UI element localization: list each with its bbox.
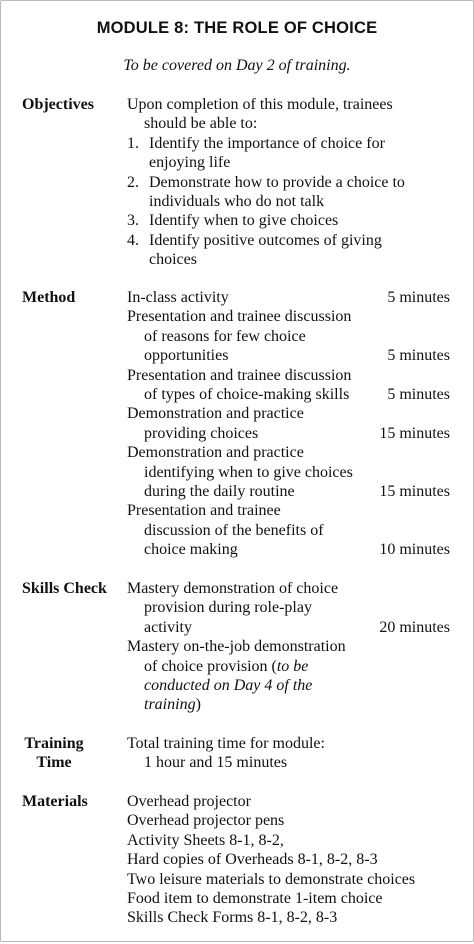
objective-number: 1.: [127, 134, 139, 152]
method-activity: Presentation and trainee: [127, 502, 281, 520]
method-activity: of reasons for few choice: [144, 327, 306, 345]
module-subtitle: To be covered on Day 2 of training.: [123, 57, 351, 74]
method-activity: Demonstration and practice: [127, 405, 304, 423]
materials-item: Food item to demonstrate 1-item choice: [127, 890, 383, 907]
training-time-label: Time: [36, 754, 72, 772]
skills-check-label: Skills Check: [22, 580, 107, 597]
method-duration: 5 minutes: [387, 347, 450, 365]
skills-check-item: [144, 657, 308, 676]
materials-item: Two leisure materials to demonstrate choices: [127, 870, 416, 888]
skills-check-item: activity: [144, 618, 192, 636]
training-time-text: Total training time for module:: [127, 735, 325, 752]
method-activity: of types of choice-making skills: [144, 386, 350, 403]
skills-check-text: ): [195, 696, 201, 714]
method-activity: discussion of the benefits of: [144, 521, 324, 539]
objective-item: Identify positive outcomes of giving: [149, 231, 382, 249]
objective-number: 4.: [127, 231, 139, 249]
skills-check-item: Mastery demonstration of choice: [127, 580, 339, 597]
method-activity: Demonstration and practice: [127, 444, 304, 462]
materials-item: Overhead projector pens: [127, 812, 285, 830]
method-activity: providing choices: [144, 424, 259, 442]
skills-check-item: [144, 695, 201, 714]
materials-item: Overhead projector: [127, 793, 251, 810]
objective-item: Demonstrate how to provide a choice to: [149, 173, 405, 191]
skills-check-text: of choice provision (: [144, 657, 277, 675]
method-activity: Presentation and trainee discussion: [127, 308, 352, 326]
method-duration: 5 minutes: [387, 289, 450, 306]
method-activity: opportunities: [144, 347, 229, 365]
objective-item: enjoying life: [149, 154, 231, 172]
objective-item: choices: [149, 251, 197, 269]
objective-item: Identify the importance of choice for: [149, 134, 385, 152]
method-activity: Presentation and trainee discussion: [127, 366, 352, 384]
method-duration: 10 minutes: [379, 541, 450, 559]
training-time-text: 1 hour and 15 minutes: [144, 754, 288, 772]
skills-check-italic: to be: [276, 657, 309, 675]
skills-check-item: Mastery on-the-job demonstration: [127, 638, 346, 656]
skills-check-duration: 20 minutes: [379, 618, 450, 636]
method-label: Method: [22, 289, 76, 306]
objectives-intro-line: Upon completion of this module, trainees: [127, 96, 393, 113]
objective-item: Identify when to give choices: [149, 212, 339, 230]
skills-check-italic: training: [144, 696, 196, 714]
objectives-intro-line: should be able to:: [144, 115, 258, 133]
materials-label: Materials: [22, 793, 88, 810]
method-activity: identifying when to give choices: [144, 463, 353, 481]
objective-number: 2.: [127, 173, 139, 191]
materials-item: Hard copies of Overheads 8-1, 8-2, 8-3: [127, 851, 378, 869]
materials-item: Activity Sheets 8-1, 8-2,: [127, 831, 284, 849]
skills-check-italic: conducted on Day 4 of the: [144, 677, 313, 694]
method-activity: In-class activity: [127, 289, 229, 306]
training-time-label: Training: [24, 735, 84, 752]
method-duration: 5 minutes: [387, 386, 450, 403]
skills-check-item: provision during role-play: [144, 599, 312, 617]
method-duration: 15 minutes: [379, 483, 450, 500]
method-activity: during the daily routine: [144, 483, 295, 500]
materials-item: Skills Check Forms 8-1, 8-2, 8-3: [127, 909, 338, 927]
objective-item: individuals who do not talk: [149, 193, 325, 210]
objectives-label: Objectives: [22, 96, 94, 113]
method-activity: choice making: [144, 541, 238, 559]
objective-number: 3.: [127, 212, 139, 230]
method-duration: 15 minutes: [379, 424, 450, 442]
module-title: MODULE 8: THE ROLE OF CHOICE: [96, 19, 378, 37]
